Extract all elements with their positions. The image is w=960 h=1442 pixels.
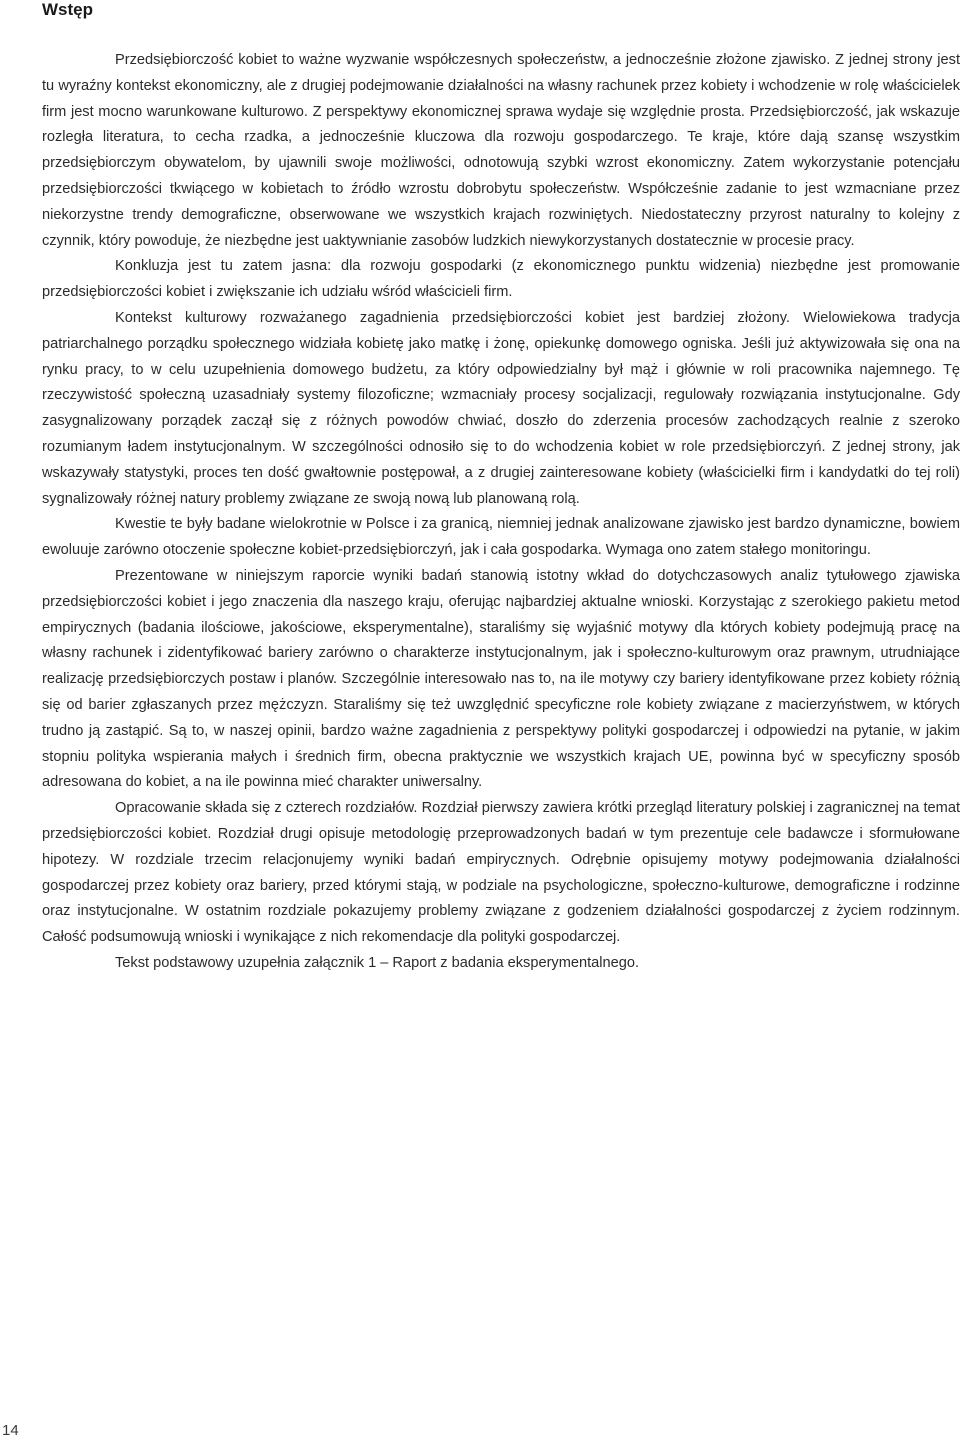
page-number: 14	[2, 1422, 19, 1439]
paragraph: Przedsiębiorczość kobiet to ważne wyzwanie współczesnych społeczeństw, a jednocześnie złożone zjawisko. Z jednej strony jest tu wyraźny kontekst ekonomiczny, ale z drugiej podejmowanie działalności na własny rachunek przez kobiety i wchodzenie w rolę właścicielek firm jest mocno warunkowane kulturowo. Z perspektywy ekonomicznej sprawa wydaje się względnie prosta. Przedsiębiorczość, jak wskazuje rozległa literatura, to cecha rzadka, a jednocześnie kluczowa dla rozwoju gospodarczego. Te kraje, które dają szansę wszystkim przedsiębiorczym obywatelom, by ujawnili swoje możliwości, odnotowują szybki wzrost ekonomiczny. Zatem wykorzystanie potencjału przedsiębiorczości tkwiącego w kobietach to źródło wzrostu dobrobytu społeczeństw. Współcześnie zadanie to jest wzmacniane przez niekorzystne trendy demograficzne, obserwowane we wszystkich krajach rozwiniętych. Niedostateczny przyrost naturalny to kolejny z czynnik, który powoduje, że niezbędne jest uaktywnianie zasobów ludzkich niewykorzystanych dostatecznie w procesie pracy.	[42, 52, 960, 249]
paragraph: Prezentowane w niniejszym raporcie wyniki badań stanowią istotny wkład do dotychczasowych analiz tytułowego zjawiska przedsiębiorczości kobiet i jego znaczenia dla naszego kraju, oferując najbardziej aktualne wnioski. Korzystając z szerokiego pakietu metod empirycznych (badania ilościowe, jakościowe, eksperymentalne), staraliśmy się wyjaśnić motywy dla których kobiety podejmują pracę na własny rachunek i zidentyfikować bariery zarówno o charakterze instytucjonalnym, jak i społeczno-kulturowym oraz prawnym, utrudniające realizację przedsiębiorczych postaw i planów. Szczególnie interesowało nas to, na ile motywy czy bariery identyfikowane przez kobiety różnią się od barier zgłaszanych przez mężczyzn. Staraliśmy się też uwzględnić specyficzne role kobiety związane z macierzyństwem, w których trudno ją zastąpić. Są to, w naszej opinii, bardzo ważne zagadnienia z perspektywy polityki gospodarczej i odpowiedzi na pytanie, w jakim stopniu polityka wspierania małych i średnich firm, obecna praktycznie we wszystkich krajach UE, powinna być w specyficzny sposób adresowana do kobiet, a na ile powinna mieć charakter uniwersalny.	[42, 567, 960, 791]
paragraph: Kontekst kulturowy rozważanego zagadnienia przedsiębiorczości kobiet jest bardziej złożony. Wielowiekowa tradycja patriarchalnego porządku społecznego widziała kobietę jako matkę i żonę, opiekunkę domowego ogniska. Jeśli już aktywizowała się ona na rynku pracy, to w celu uzupełnienia domowego budżetu, za który odpowiedzialny był mąż i głównie w roli pracownika najemnego. Tę rzeczywistość społeczną uzasadniały systemy filozoficzne; wzmacniały procesy socjalizacji, regulowały rozwiązania instytucjonalne. Gdy zasygnalizowany porządek zaczął się z różnych powodów chwiać, doszło do zderzenia procesów zachodzących realnie z szeroko rozumianym ładem instytucjonalnym. W szczególności odnosiło się to do wchodzenia kobiet w role przedsiębiorczyń. Z jednej strony, jak wskazywały statystyki, proces ten dość gwałtownie postępował, a z drugiej zainteresowane kobiety (właścicielki firm i kandydatki do tej roli) sygnalizowały różnej natury problemy związane ze swoją nową lub planowaną rolą.	[42, 309, 960, 507]
section-heading: Wstęp	[42, 0, 93, 19]
paragraph: Opracowanie składa się z czterech rozdziałów. Rozdział pierwszy zawiera krótki przegląd literatury polskiej i zagranicznej na temat przedsiębiorczości kobiet. Rozdział drugi opisuje metodologię przeprowadzonych badań w tym prezentuje cele badawcze i sformułowane hipotezy. W rozdziale trzecim relacjonujemy wyniki badań empirycznych. Odrębnie opisujemy motywy podejmowania działalności gospodarczej przez kobiety oraz bariery, przed którymi stają, w podziale na psychologiczne, społeczno-kulturowe, demograficzne i rodzinne oraz instytucjonalne. W ostatnim rozdziale pokazujemy problemy związane z godzeniem działalności gospodarczej z życiem rodzinnym. Całość podsumowują wnioski i wynikające z nich rekomendacje dla polityki gospodarczej.	[42, 800, 960, 946]
paragraph: Konkluzja jest tu zatem jasna: dla rozwoju gospodarki (z ekonomicznego punktu widzenia) niezbędne jest promowanie przedsiębiorczości kobiet i zwiększanie ich udziału wśród właścicieli firm.	[42, 258, 960, 301]
body-text	[42, 48, 960, 977]
paragraph: Tekst podstawowy uzupełnia załącznik 1 – Raport z badania eksperymentalnego.	[115, 954, 640, 971]
paragraph: Kwestie te były badane wielokrotnie w Polsce i za granicą, niemniej jednak analizowane zjawisko jest bardzo dynamiczne, bowiem ewoluuje zarówno otoczenie społeczne kobiet-przedsiębiorczyń, jak i cała gospodarka. Wymaga ono zatem stałego monitoringu.	[42, 516, 960, 559]
